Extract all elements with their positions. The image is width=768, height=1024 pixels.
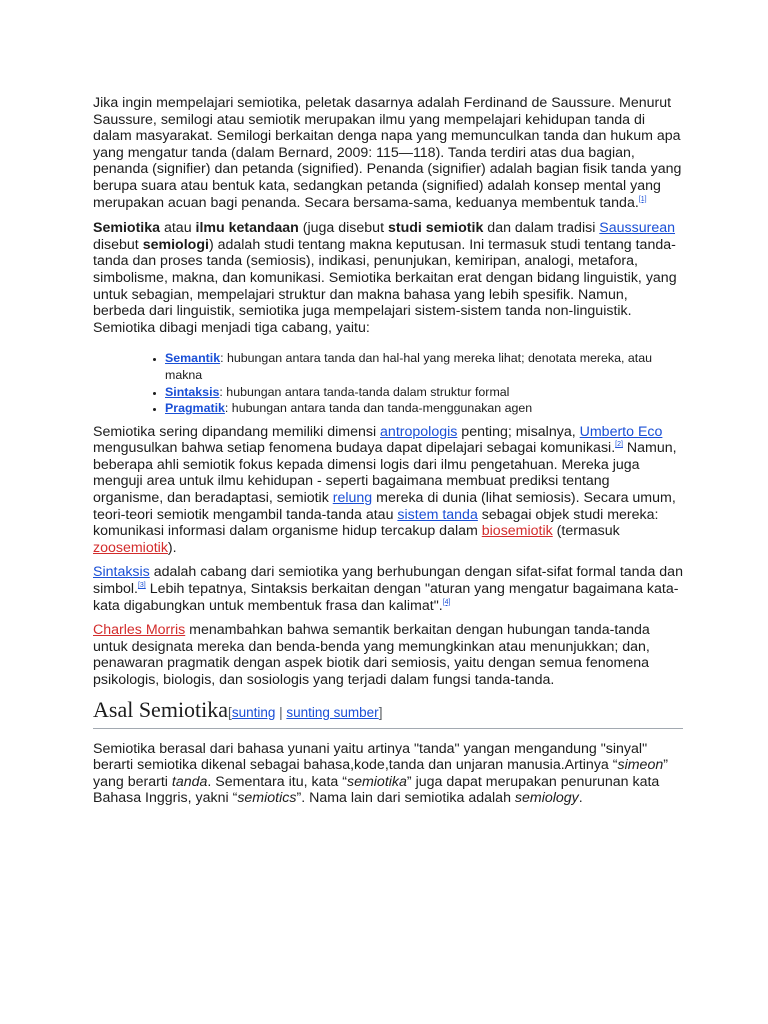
footnote-link[interactable]: [3] [137, 582, 146, 590]
paragraph-definition [93, 220, 683, 336]
list-item-desc: : hubungan antara tanda dan tanda-menggunakan agen [224, 401, 533, 416]
link-zoosemiotik[interactable]: zoosemiotik [93, 539, 168, 556]
text-span: Semiotika sering dipandang memiliki dimensi [93, 423, 381, 440]
italic-term: semiology [514, 790, 579, 807]
italic-term: semiotics [237, 790, 297, 807]
list-item [165, 400, 683, 417]
article-body [93, 95, 683, 807]
text-span: Lebih tepatnya, Sintaksis berkaitan dengan "aturan yang mengatur bagaimana kata-kata digabungkan untuk membentuk frasa dan kalimat". [93, 581, 679, 614]
text-span: ). [167, 539, 177, 556]
list-item-desc: : hubungan antara tanda dan hal-hal yang mereka lihat; denotata mereka, atau makna [165, 351, 653, 382]
footnote-ref[interactable] [615, 441, 623, 448]
link-pragmatik[interactable]: Pragmatik [165, 401, 225, 416]
link-umberto-eco[interactable]: Umberto Eco [579, 423, 663, 440]
term-semiologi: semiologi [142, 236, 209, 253]
italic-term: semiotika [346, 773, 407, 790]
list-item [165, 384, 683, 401]
term-semiotika: Semiotika [93, 220, 161, 237]
link-antropologis[interactable]: antropologis [380, 423, 458, 440]
list-item-desc: : hubungan antara tanda-tanda dalam struktur formal [219, 384, 510, 399]
bracket-open: [ [228, 704, 232, 720]
text-span: dan dalam tradisi [483, 220, 600, 237]
text-span: Namun, beberapa ahli semiotik fokus kepada dimensi logis dari ilmu pengetahuan. Mereka juga menguji area untuk ilmu kehidupan - seperti bagaimana membuat prediksi tentang organisme, dan beradaptasi, semiotik [93, 440, 677, 507]
paragraph-saussure [93, 95, 683, 211]
edit-source-link[interactable]: sunting sumber [286, 704, 379, 720]
italic-term: tanda [171, 773, 208, 790]
text-span: ” juga dapat merupakan penurunan kata Bahasa Inggris, yakni “ [93, 773, 660, 807]
text-span: mengusulkan bahwa setiap fenomena budaya dapat dipelajari sebagai komunikasi. [93, 440, 616, 457]
paragraph-morris [93, 622, 683, 688]
section-heading-title: Asal Semiotika [93, 696, 229, 722]
text-span: (termasuk [552, 523, 620, 540]
footnote-ref[interactable] [138, 582, 146, 589]
link-sintaksis[interactable]: Sintaksis [93, 564, 150, 581]
link-biosemiotik[interactable]: biosemiotik [481, 523, 553, 540]
list-item [165, 350, 683, 383]
link-semantik[interactable]: Semantik [165, 351, 221, 366]
paragraph-dimensions [93, 424, 683, 557]
link-saussurean[interactable]: Saussurean [599, 220, 676, 237]
term-studi-semiotik: studi semiotik [387, 220, 484, 237]
footnote-ref[interactable] [639, 196, 647, 203]
text-span: atau [160, 220, 196, 237]
edit-section-links [228, 705, 382, 720]
branches-list [93, 350, 683, 416]
footnote-link[interactable]: [4] [442, 598, 451, 606]
edit-link[interactable]: sunting [231, 704, 276, 720]
text-span: disebut [93, 236, 143, 253]
text-span: ”. Nama lain dari semiotika adalah [296, 790, 515, 807]
text-span: sebagai objek studi mereka: komunikasi informasi dalam organisme hidup tercakup dalam [93, 506, 659, 540]
text-span: adalah cabang dari semiotika yang berhubungan dengan sifat-sifat formal tanda dan simbol. [93, 564, 683, 598]
text-span: . Sementara itu, kata “ [207, 773, 347, 790]
separator: | [275, 704, 287, 720]
text-span: ” yang berarti [93, 757, 668, 790]
footnote-link[interactable]: [1] [638, 195, 647, 203]
paragraph-origin [93, 741, 683, 807]
term-ilmu-ketandaan: ilmu ketandaan [195, 220, 299, 237]
link-charles-morris[interactable]: Charles Morris [93, 622, 186, 639]
text-span: (juga disebut [298, 220, 388, 237]
text-span: menambahkan bahwa semantik berkaitan dengan hubungan tanda-tanda untuk designata mereka dan benda-benda yang memungkinkan atau menunjukkan; dan, penawaran pragmatik dengan aspek biotik dari semiosis, yaitu dengan semua fenomena psikologis, biologis, dan sosiologis yang terjadi dalam fungsi tanda-tanda. [93, 622, 650, 688]
section-heading [93, 697, 683, 729]
text-span: penting; misalnya, [457, 423, 580, 440]
text-span: . [578, 790, 583, 807]
branches-list-wrapper [93, 350, 683, 416]
text-span: mereka di dunia (lihat semiosis). Secara umum, teori-teori semiotik mengambil tanda-tanda atau [93, 490, 676, 523]
link-relung[interactable]: relung [332, 490, 373, 507]
link-sistem-tanda[interactable]: sistem tanda [397, 506, 478, 523]
text-span: Semiotika berasal dari bahasa yunani yaitu artinya "tanda" yangan mengandung "sinyal" berarti semiotika dikenal sebagai bahasa,kode,tanda dan unjaran manusia.Artinya “ [93, 740, 648, 774]
link-sintaksis-branch[interactable]: Sintaksis [165, 384, 220, 399]
italic-term: simeon [617, 757, 664, 774]
footnote-link[interactable]: [2] [615, 441, 623, 449]
bracket-close: ] [378, 704, 383, 720]
paragraph-sintaksis [93, 564, 683, 614]
text-span: ) adalah studi tentang makna keputusan. Ini termasuk studi tentang tanda-tanda dan proses tanda (semiosis), indikasi, penunjukan, kemiripan, analogi, metafora, simbolisme, makna, dan komunikasi. Semiotika berkaitan erat dengan bidang linguistik, yang untuk sebagian, mempelajari struktur dan makna bahasa yang lebih spesifik. Namun, berbeda dari linguistik, semiotika juga mempelajari sistem-sistem tanda non-linguistik. Semiotika dibagi menjadi tiga cabang, yaitu: [93, 236, 677, 336]
footnote-ref[interactable] [443, 599, 451, 606]
paragraph-text: Jika ingin mempelajari semiotika, peletak dasarnya adalah Ferdinand de Saussure. Menurut Saussure, semilogi atau semiotik merupakan ilmu yang mempelajari kehidupan tanda di dalam masyarakat. Semilogi berkaitan denga napa yang memunculkan tanda dan hukum apa yang mengatur tanda (dalam Bernard, 2009: 115—118). Tanda terdiri atas dua bagian, penanda (signifier) dan petanda (signified). Penanda (signifier) adalah bagian fisik tanda yang berupa suara atau bentuk kata, sedangkan petanda (signified) adalah konsep mental yang merupakan acuan bagi penanda. Secara bersama-sama, keduanya membentuk tanda. [93, 95, 682, 211]
